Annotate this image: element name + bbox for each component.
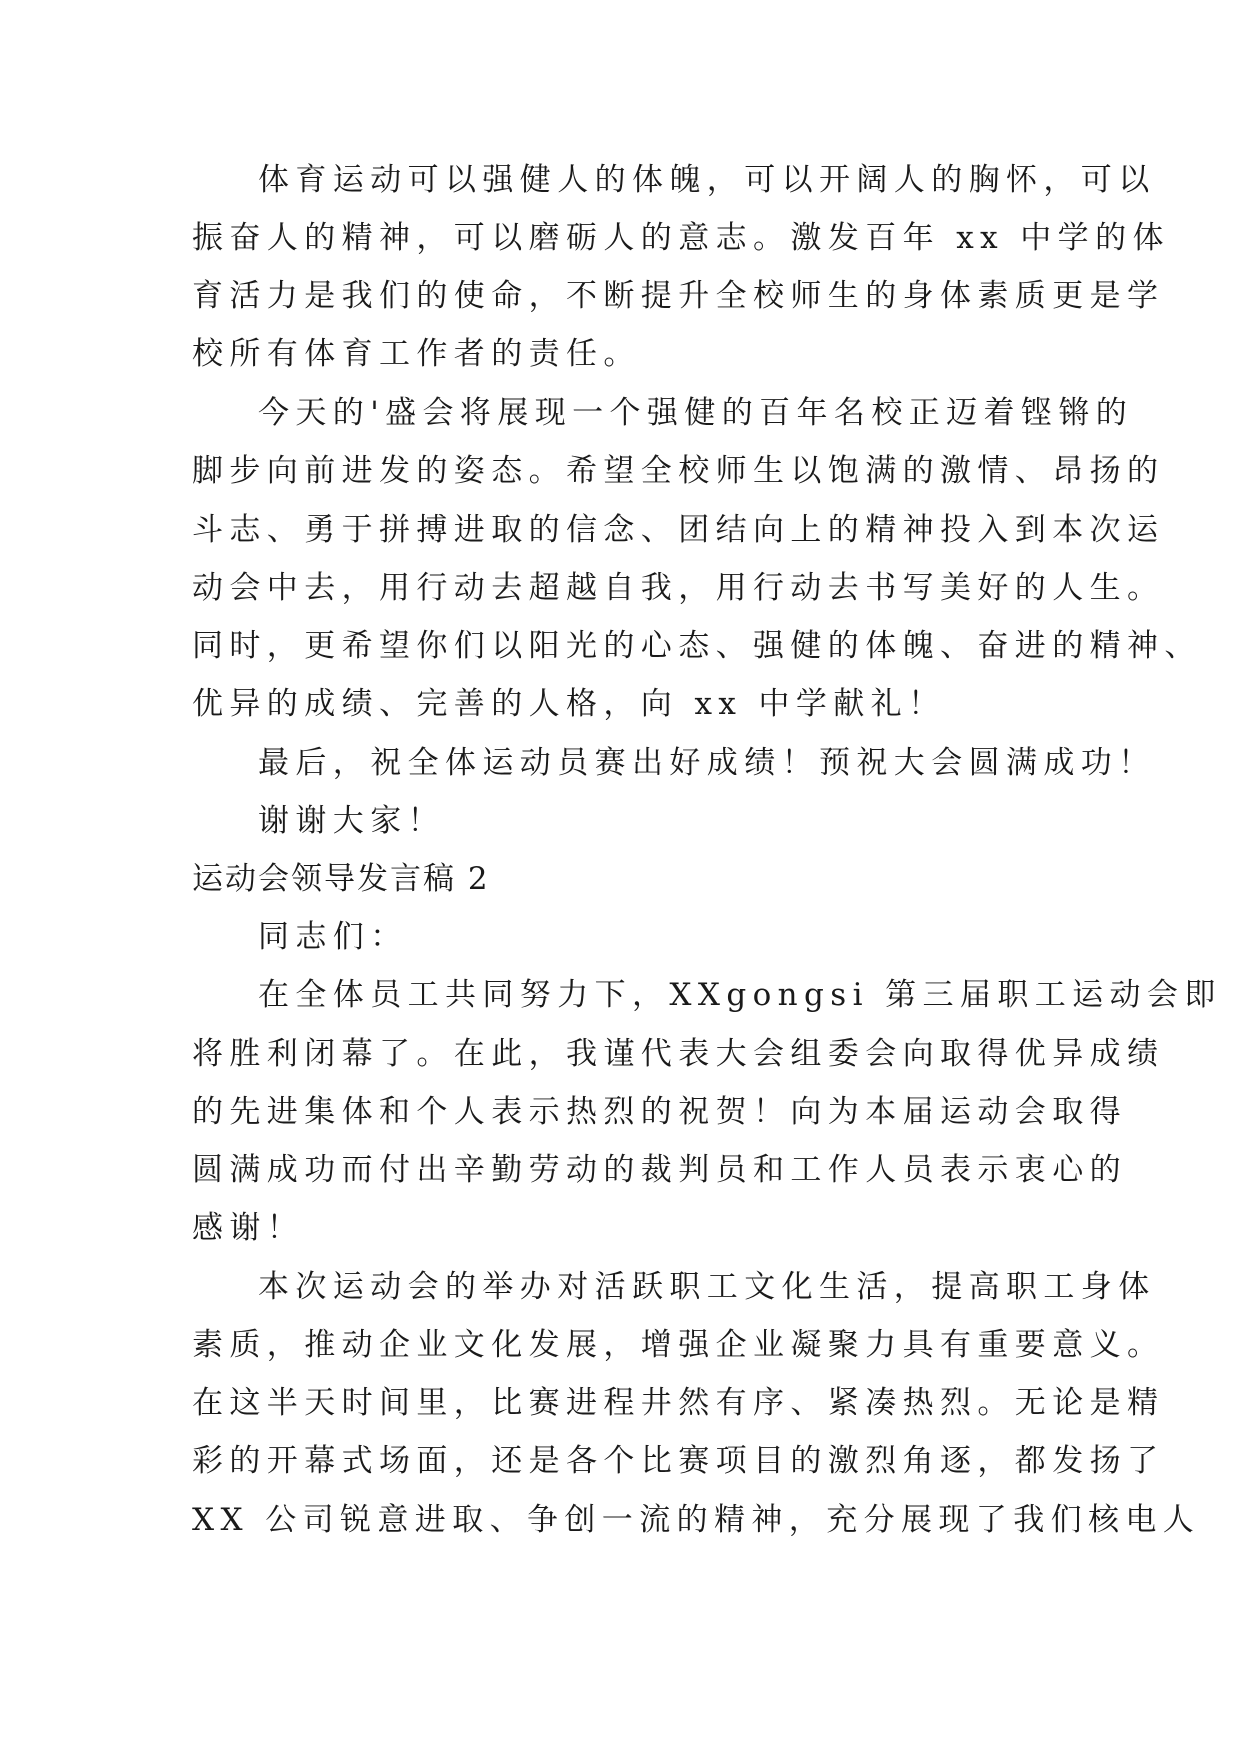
paragraph-line: 在全体员工共同努力下，XXgongsi 第三届职工运动会即 bbox=[258, 977, 1222, 1013]
paragraph-line: 素质，推动企业文化发展，增强企业凝聚力具有重要意义。 bbox=[192, 1327, 1165, 1363]
paragraph-line: 在这半天时间里，比赛进程井然有序、紧凑热烈。无论是精 bbox=[192, 1385, 1165, 1421]
paragraph-line: 脚步向前进发的姿态。希望全校师生以饱满的激情、昂扬的 bbox=[192, 453, 1165, 489]
paragraph-line: 校所有体育工作者的责任。 bbox=[192, 336, 641, 372]
paragraph-line: 同时，更希望你们以阳光的心态、强健的体魄、奋进的精神、 bbox=[192, 628, 1202, 664]
paragraph-line: 将胜利闭幕了。在此，我谨代表大会组委会向取得优异成绩 bbox=[192, 1036, 1165, 1072]
paragraph-line: 斗志、勇于拼搏进取的信念、团结向上的精神投入到本次运 bbox=[192, 512, 1165, 548]
paragraph-line: 振奋人的精神，可以磨砺人的意志。激发百年 xx 中学的体 bbox=[192, 220, 1170, 256]
thanks-line: 谢谢大家！ bbox=[258, 803, 445, 839]
section-heading: 运动会领导发言稿 2 bbox=[192, 861, 490, 897]
paragraph-line: 动会中去，用行动去超越自我，用行动去书写美好的人生。 bbox=[192, 570, 1165, 606]
paragraph-line: 感谢！ bbox=[192, 1210, 305, 1246]
paragraph-line: 育活力是我们的使命，不断提升全校师生的身体素质更是学 bbox=[192, 278, 1165, 314]
paragraph-line: 优异的成绩、完善的人格，向 xx 中学献礼！ bbox=[192, 686, 946, 722]
salutation-line: 同志们： bbox=[258, 919, 408, 955]
paragraph-line: 圆满成功而付出辛勤劳动的裁判员和工作人员表示衷心的 bbox=[192, 1152, 1127, 1188]
closing-line: 最后，祝全体运动员赛出好成绩！预祝大会圆满成功！ bbox=[258, 745, 1156, 781]
paragraph-line: 本次运动会的举办对活跃职工文化生活，提高职工身体 bbox=[258, 1269, 1156, 1305]
paragraph-line: XX 公司锐意进取、争创一流的精神，充分展现了我们核电人 bbox=[192, 1502, 1201, 1538]
paragraph-line: 体育运动可以强健人的体魄，可以开阔人的胸怀，可以 bbox=[258, 162, 1156, 198]
paragraph-line: 的先进集体和个人表示热烈的祝贺！向为本届运动会取得 bbox=[192, 1094, 1127, 1130]
paragraph-line: 彩的开幕式场面，还是各个比赛项目的激烈角逐，都发扬了 bbox=[192, 1443, 1165, 1479]
paragraph-line: 今天的'盛会将展现一个强健的百年名校正迈着铿锵的 bbox=[258, 395, 1134, 431]
